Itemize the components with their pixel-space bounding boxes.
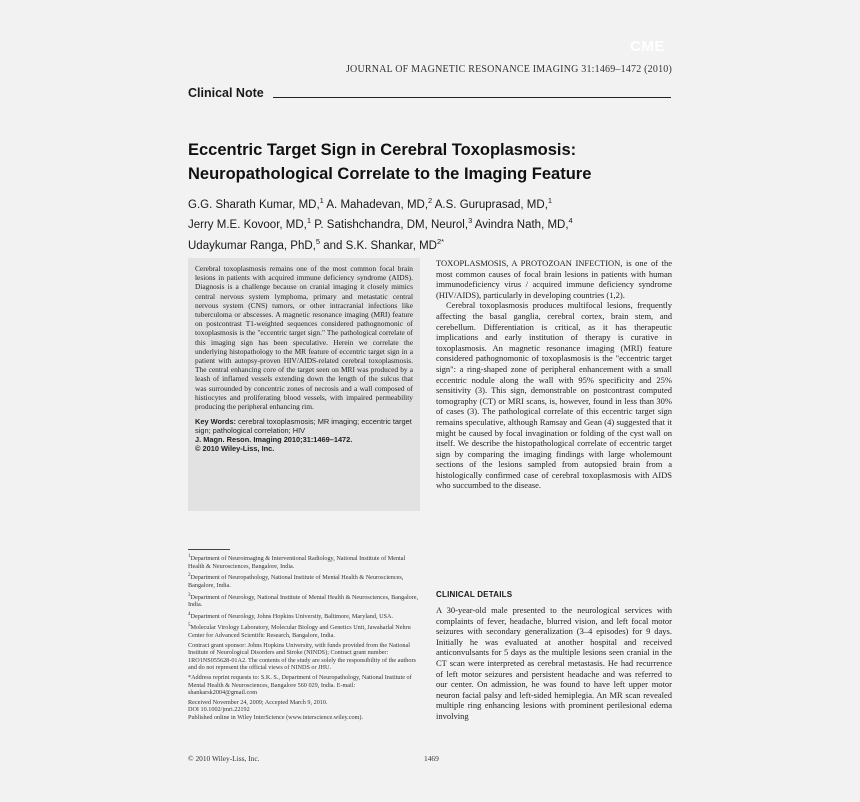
affiliation-mark: 2	[428, 196, 433, 205]
keywords-block	[195, 417, 413, 453]
reprint-address	[188, 674, 420, 697]
author-list	[188, 193, 688, 254]
author: G.G. Sharath Kumar, MD,	[188, 198, 320, 211]
footnote-text: Department of Neurology, National Institute of Mental Health & Neurosciences, Bangalore, India.	[188, 593, 419, 609]
footnote-text: Department of Neurology, Johns Hopkins University, Baltimore, Maryland, USA.	[190, 612, 393, 620]
abstract-box	[188, 258, 420, 511]
author: A.S. Guruprasad, MD,	[432, 198, 548, 211]
footer-copyright: © 2010 Wiley-Liss, Inc.	[188, 754, 260, 763]
abstract-copyright: © 2010 Wiley-Liss, Inc.	[195, 444, 275, 454]
citation: J. Magn. Reson. Imaging 2010;31:1469–1472.	[195, 435, 353, 445]
published-online	[188, 714, 420, 722]
footnote-text: Received November 24, 2009; Accepted March 9, 2010.	[188, 698, 328, 706]
footnote-mark: 2	[188, 573, 191, 579]
affiliation-mark: 4	[568, 216, 573, 226]
clinical-details-heading: CLINICAL DETAILS	[436, 590, 513, 599]
author: Jerry M.E. Kovoor, MD,	[188, 219, 307, 232]
grant-info	[188, 642, 420, 672]
affiliation-mark: 1	[319, 196, 324, 205]
footnote-text: Molecular Virology Laboratory, Molecular Biology and Genetics Unit, Jawaharlal Nehru Center for Advanced Scientific Research, Bangalore, India.	[188, 624, 411, 640]
author-line-3	[188, 234, 688, 254]
section-rule	[273, 97, 671, 98]
footnote	[188, 572, 420, 589]
footnote-mark: 3	[188, 592, 191, 598]
footnote	[188, 553, 420, 570]
cme-badge: CME	[630, 38, 665, 55]
author: P. Satishchandra, DM, Neurol,	[311, 219, 469, 232]
footnote-rule	[188, 549, 230, 550]
affiliation-mark: 5	[315, 236, 321, 246]
affiliation-mark: 2*	[437, 236, 445, 246]
author: Avindra Nath, MD,	[472, 219, 569, 232]
footnote-text: *Address reprint requests to: S.K. S., Department of Neuropathology, National Institute of Mental Health & Neurosciences, Bangalore 560 029, India. E-mail: shankarsk2004@gmail.com	[188, 674, 412, 697]
footnote	[188, 611, 420, 621]
author: A. Mahadevan, MD,	[323, 198, 429, 211]
affiliation-mark: 1	[547, 196, 553, 205]
page-number: 1469	[424, 754, 439, 763]
clinical-details-text: A 30-year-old male presented to the neurological services with complaints of fever, headache, blurred vision, and left focal motor seizures with secondary generalization (3–4 episodes) for 9 days. Initially he was evaluated at another hospital and received anticonvulsants for 5 days as the multiple lesions seen cranial in the CT scan were interpreted as cerebral metastasis. He had recurrence of left motor seizures and persistent headache and was referred to our center. On admission, he was found to have left upper motor neuron facial palsy and left-sided hemiplegia. An MR scan revealed multiple ring enhancing lesions with prominent perilesional edema involving	[436, 605, 672, 721]
author: and S.K. Shankar, MD	[320, 239, 437, 252]
journal-header: JOURNAL OF MAGNETIC RESONANCE IMAGING 31:1469–1472 (2010)	[345, 64, 672, 75]
author-line-1	[188, 193, 688, 213]
article-title: Eccentric Target Sign in Cerebral Toxoplasmosis: Neuropathological Correlate to the Imaging Feature	[188, 141, 592, 183]
affiliation-mark: 1	[306, 216, 312, 226]
abstract-text: Cerebral toxoplasmosis remains one of the most common focal brain lesions in patients with acquired immune deficiency syndrome (AIDS). Diagnosis is a challenge because on cranial imaging it closely mimics central nervous system lymphoma, primary and metastatic central nervous system (CNS) tumors, or other intracranial infections like tuberculoma or abscesses. A magnetic resonance imaging (MRI) feature on postcontrast T1-weighted sequences considered pathognomonic of toxoplasmosis is the "eccentric target sign." The pathological correlate of this imaging sign has been speculative. Herein we correlate the underlying histopathology to the MR feature of eccentric target sign in a patient with autopsy-proven HIV/AIDS-related cerebral toxoplasmosis. The central enhancing core of the target seen on MRI was produced by a leash of inflamed vessels extending down the length of the sulcus that was surrounded by concentric zones of necrosis and a wall composed of histiocytes and proliferating blood vessels, with impaired permeability producing the peripheral enhancing rim.	[195, 264, 413, 412]
body-paragraph-1: TOXOPLASMOSIS, A PROTOZOAN INFECTION, is one of the most common causes of focal brain lesions in patients with human immunodeficiency virus / acquired immune deficiency syndrome (HIV/AIDS), particularly in developing countries (1,2).	[436, 258, 672, 300]
footnote-text: Contract grant sponsor: Johns Hopkins University, with funds provided from the National Institute of Neurological Disorders and Stroke (NINDS); Contract grant number: 1RO1NS055628-01A2. The contents of the study are solely the responsibility of the authors and do not represent the official views of NINDS or JHU.	[188, 641, 416, 672]
footnote	[188, 622, 420, 639]
footnote-mark: 4	[188, 611, 191, 617]
footnote-mark: 1	[188, 554, 191, 559]
footnote	[188, 592, 420, 609]
keywords-label: Key Words:	[195, 417, 236, 427]
footnote-text: Department of Neuroimaging & Interventional Radiology, National Institute of Mental Health & Neurosciences, Bangalore, India.	[188, 555, 406, 570]
keywords-text: cerebral toxoplasmosis; MR imaging; eccentric target sign; pathological correlation; HIV	[195, 417, 412, 436]
footnotes	[188, 553, 420, 724]
affiliation-mark: 3	[468, 216, 473, 226]
body-intro	[436, 258, 672, 491]
received-dates	[188, 699, 420, 707]
footnote-text: Department of Neuropathology, National Institute of Mental Health & Neurosciences, Bangalore, India.	[188, 574, 404, 589]
body-paragraph-2: Cerebral toxoplasmosis produces multifocal lesions, frequently affecting the basal ganglia, cerebral cortex, brain stem, and cerebellum. Differentiation is critical, as it has therapeutic implications and early institution of therapy is curative in toxoplasmosis. An magnetic resonance imaging (MRI) feature considered pathognomonic of toxoplasmosis is the "eccentric target sign": a ring-shaped zone of peripheral enhancement with a small eccentric nodule along the wall with 95% specificity and 25% sensitivity (3). This sign, demonstrable on postcontrast computed tomography (CT) or MRI scans, is, however, found in less than 30% of cases (3). The pathological correlate of this eccentric target sign remains speculative, although Ramsay and Gean (4) suggested that it might be caused by focal invagination or folding of the cyst wall on itself. We describe the histopathological correlate of eccentric target sign by comparing the imaging findings with large wholemount sections of the lesions sampled from autopsied brain from a histologically confirmed case of cerebral toxoplasmosis with AIDS who succumbed to the disease.	[436, 300, 672, 491]
author-line-2	[188, 213, 688, 233]
author: Udaykumar Ranga, PhD,	[188, 239, 316, 252]
footnote-mark: 5	[188, 623, 191, 629]
section-label: Clinical Note	[188, 86, 264, 100]
doi	[188, 706, 420, 714]
footnote-text: Published online in Wiley InterScience (www.interscience.wiley.com).	[188, 714, 363, 721]
footnote-text: DOI 10.1002/jmri.22192	[188, 706, 250, 714]
